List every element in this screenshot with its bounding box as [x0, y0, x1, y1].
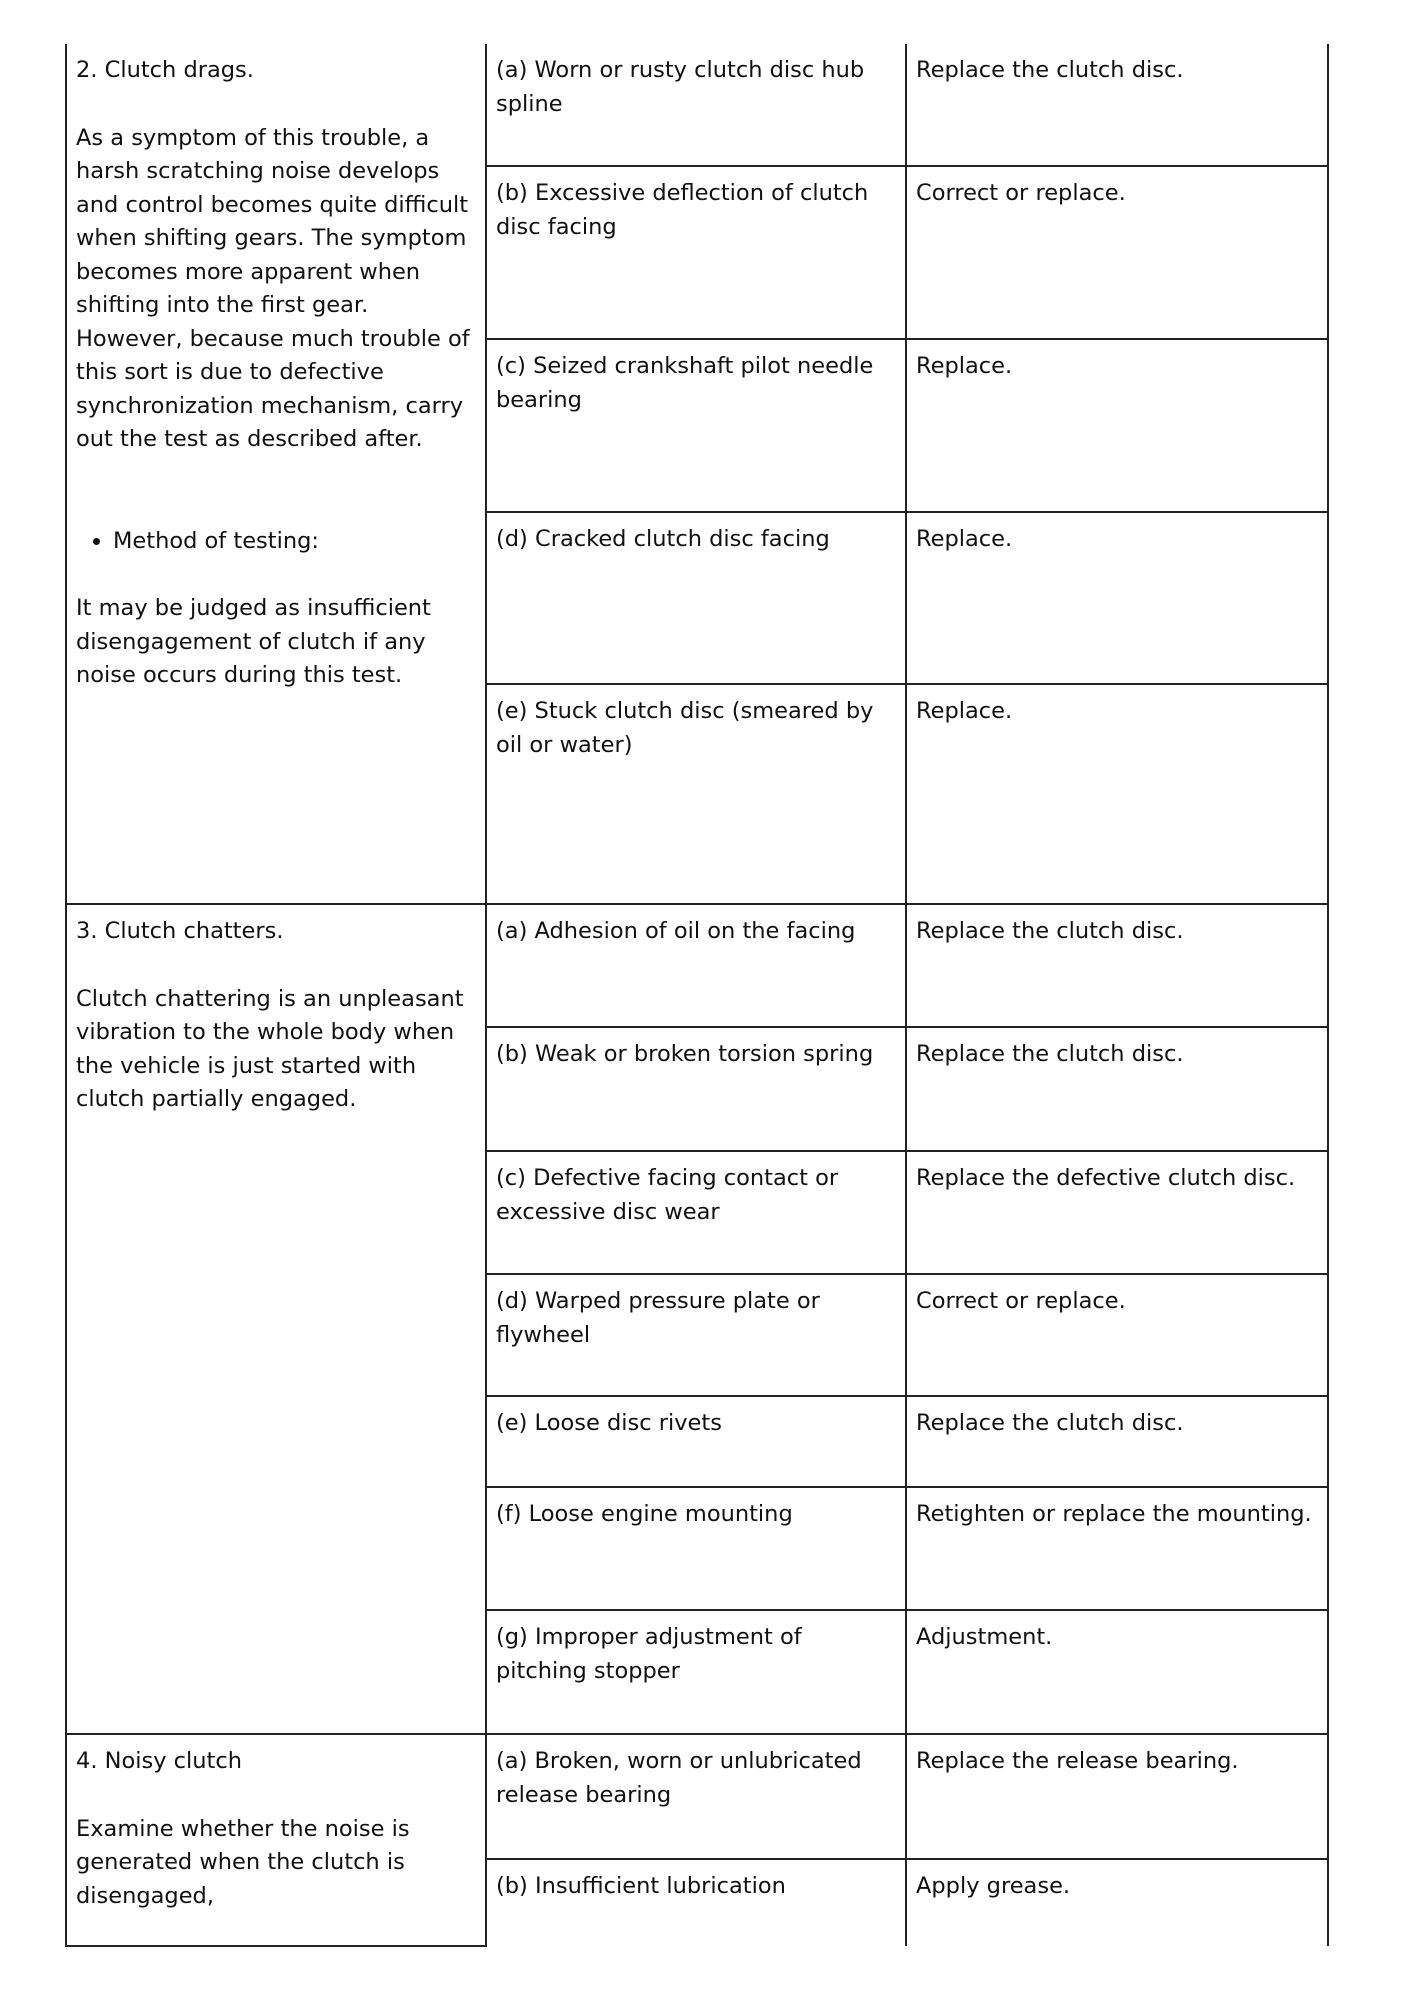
symptom-description: As a symptom of this trouble, a harsh scratching noise develops and control becomes quite difficult when shifting gears. The symptom becomes more apparent when shifting into the first gear. However, because much trouble of this sort is due to defective synchronization mechanism, carry out the test as described after. [76, 124, 470, 452]
bullet-item: • Method of testing: [113, 525, 476, 559]
troubleshooting-table [65, 44, 1329, 1947]
cause-cell: (d) Cracked clutch disc facing [486, 512, 906, 684]
cause-cell: (b) Weak or broken torsion spring [486, 1027, 906, 1151]
symptom-title: 3. Clutch chatters. [76, 918, 284, 944]
remedy-cell: Adjustment. [906, 1610, 1328, 1734]
remedy-cell: Replace the clutch disc. [906, 44, 1328, 166]
spacer [76, 457, 476, 525]
cause-cell: (a) Worn or rusty clutch disc hub spline [486, 44, 906, 166]
remedy-cell: Apply grease. [906, 1859, 1328, 1946]
cause-cell: (e) Stuck clutch disc (smeared by oil or water) [486, 684, 906, 904]
remedy-cell: Replace the defective clutch disc. [906, 1151, 1328, 1274]
remedy-cell: Replace. [906, 684, 1328, 904]
cause-cell: (c) Defective facing contact or excessive disc wear [486, 1151, 906, 1274]
remedy-cell: Replace. [906, 512, 1328, 684]
cause-cell: (d) Warped pressure plate or flywheel [486, 1274, 906, 1396]
symptom-description: Examine whether the noise is generated when the clutch is disengaged, [76, 1815, 410, 1909]
table-row [66, 1734, 1328, 1859]
remedy-cell: Correct or replace. [906, 1274, 1328, 1396]
symptom-description: Clutch chattering is an unpleasant vibration to the whole body when the vehicle is just started with clutch partially engaged. [76, 985, 464, 1112]
symptom-title: 2. Clutch drags. [76, 57, 254, 83]
remedy-cell: Retighten or replace the mounting. [906, 1487, 1328, 1610]
cause-cell: (b) Excessive deflection of clutch disc facing [486, 166, 906, 339]
remedy-cell: Replace the clutch disc. [906, 904, 1328, 1027]
cause-cell: (a) Broken, worn or unlubricated release bearing [486, 1734, 906, 1859]
table-row [66, 904, 1328, 1027]
cause-cell: (b) Insufficient lubrication [486, 1859, 906, 1946]
remedy-cell: Replace the release bearing. [906, 1734, 1328, 1859]
cause-cell: (a) Adhesion of oil on the facing [486, 904, 906, 1027]
cause-cell: (g) Improper adjustment of pitching stopper [486, 1610, 906, 1734]
spacer [76, 88, 476, 122]
table-row [66, 44, 1328, 166]
symptom-cell [66, 1734, 486, 1946]
bullet-list [76, 525, 476, 559]
test-description: It may be judged as insufficient disengagement of clutch if any noise occurs during this test. [76, 595, 431, 688]
symptom-cell [66, 44, 486, 904]
remedy-cell: Replace. [906, 339, 1328, 512]
spacer [76, 1779, 476, 1813]
cause-cell: (e) Loose disc rivets [486, 1396, 906, 1487]
remedy-cell: Correct or replace. [906, 166, 1328, 339]
remedy-cell: Replace the clutch disc. [906, 1396, 1328, 1487]
spacer [76, 558, 476, 592]
cause-cell: (c) Seized crankshaft pilot needle bearing [486, 339, 906, 512]
cause-cell: (f) Loose engine mounting [486, 1487, 906, 1610]
remedy-cell: Replace the clutch disc. [906, 1027, 1328, 1151]
symptom-title: 4. Noisy clutch [76, 1748, 242, 1774]
symptom-cell [66, 904, 486, 1734]
spacer [76, 949, 476, 983]
